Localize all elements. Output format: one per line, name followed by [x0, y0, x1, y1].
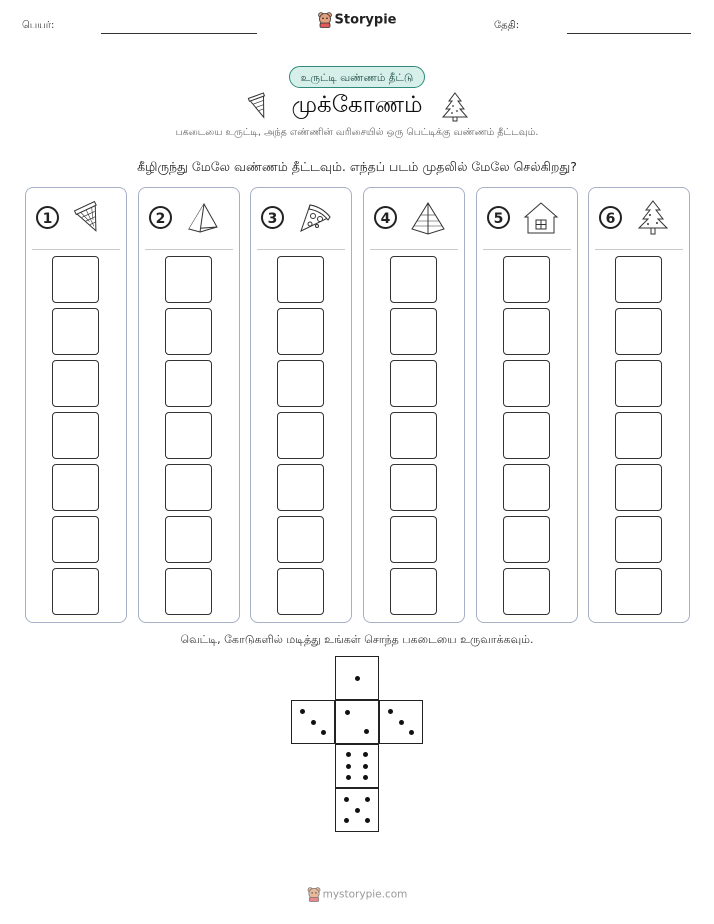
color-box[interactable] — [52, 256, 99, 303]
color-box[interactable] — [503, 256, 550, 303]
pine-tree-icon — [441, 91, 469, 123]
color-box[interactable] — [165, 360, 212, 407]
pine-tree-icon — [634, 199, 672, 237]
color-box[interactable] — [52, 464, 99, 511]
pip — [355, 808, 360, 813]
divider — [257, 249, 345, 250]
color-box[interactable] — [503, 464, 550, 511]
color-box[interactable] — [165, 464, 212, 511]
column-number: 6 — [599, 206, 622, 229]
color-box[interactable] — [390, 516, 437, 563]
name-label: பெயர்: — [22, 20, 55, 31]
dice-face-6 — [335, 744, 379, 788]
column-number: 5 — [487, 206, 510, 229]
divider — [483, 249, 571, 250]
color-box[interactable] — [52, 308, 99, 355]
color-box[interactable] — [390, 256, 437, 303]
color-box[interactable] — [503, 308, 550, 355]
color-box[interactable] — [615, 256, 662, 303]
page-title: முக்கோணம் — [291, 92, 423, 118]
name-field[interactable] — [101, 33, 257, 34]
pip — [345, 710, 350, 715]
dice-face-3 — [379, 700, 423, 744]
pip — [363, 764, 368, 769]
color-box[interactable] — [615, 360, 662, 407]
date-field[interactable] — [567, 33, 691, 34]
column-number: 2 — [149, 206, 172, 229]
divider — [595, 249, 683, 250]
color-box[interactable] — [277, 516, 324, 563]
pip — [346, 775, 351, 780]
footer-url: mystorypie.com — [322, 888, 408, 901]
pip — [346, 752, 351, 757]
pyramid-icon — [409, 199, 447, 237]
color-box[interactable] — [277, 308, 324, 355]
pip — [365, 818, 370, 823]
color-box[interactable] — [165, 256, 212, 303]
color-box[interactable] — [52, 516, 99, 563]
color-box[interactable] — [277, 360, 324, 407]
color-box[interactable] — [390, 568, 437, 615]
color-box[interactable] — [52, 360, 99, 407]
pip — [311, 720, 316, 725]
color-box[interactable] — [165, 568, 212, 615]
pip — [363, 775, 368, 780]
pizza-slice-icon — [296, 199, 334, 237]
brand-name: Storypie — [334, 12, 397, 28]
date-label: தேதி: — [494, 20, 520, 31]
color-box[interactable] — [390, 464, 437, 511]
color-box[interactable] — [277, 256, 324, 303]
color-box[interactable] — [390, 412, 437, 459]
bear-icon — [318, 12, 332, 28]
pip — [355, 676, 360, 681]
color-box[interactable] — [503, 412, 550, 459]
pip — [409, 730, 414, 735]
brand-logo — [0, 12, 714, 28]
pip — [344, 818, 349, 823]
pip — [321, 730, 326, 735]
column-3 — [250, 187, 352, 623]
pip — [363, 752, 368, 757]
pip — [365, 797, 370, 802]
instructions: பகடையை உருட்டி, அந்த எண்ணின் வரிசையில் ஒரு பெட்டிக்கு வண்ணம் தீட்டவும். — [175, 127, 539, 138]
column-number: 1 — [36, 206, 59, 229]
dice-face-2 — [335, 700, 379, 744]
color-box[interactable] — [503, 516, 550, 563]
color-box[interactable] — [615, 308, 662, 355]
dice-face-1 — [335, 656, 379, 700]
color-box[interactable] — [165, 308, 212, 355]
color-box[interactable] — [277, 464, 324, 511]
column-4 — [363, 187, 465, 623]
color-box[interactable] — [390, 308, 437, 355]
dice-face-3 — [291, 700, 335, 744]
cut-instruction: வெட்டி, கோடுகளில் மடித்து உங்கள் சொந்த பகடையை உருவாக்கவும். — [180, 633, 534, 646]
color-box[interactable] — [615, 412, 662, 459]
color-box[interactable] — [615, 464, 662, 511]
color-box[interactable] — [52, 412, 99, 459]
column-number: 4 — [374, 206, 397, 229]
color-box[interactable] — [52, 568, 99, 615]
footer — [0, 887, 714, 902]
folded-napkin-icon — [184, 199, 222, 237]
activity-badge: உருட்டி வண்ணம் தீட்டு — [289, 66, 425, 88]
color-box[interactable] — [615, 516, 662, 563]
divider — [32, 249, 120, 250]
column-5 — [476, 187, 578, 623]
color-box[interactable] — [277, 412, 324, 459]
color-box[interactable] — [165, 412, 212, 459]
pip — [344, 797, 349, 802]
color-box[interactable] — [277, 568, 324, 615]
pip — [388, 709, 393, 714]
divider — [145, 249, 233, 250]
color-box[interactable] — [615, 568, 662, 615]
column-number: 3 — [261, 206, 284, 229]
bear-icon — [307, 887, 321, 902]
color-box[interactable] — [503, 360, 550, 407]
color-box[interactable] — [165, 516, 212, 563]
pip — [364, 729, 369, 734]
column-2 — [138, 187, 240, 623]
divider — [370, 249, 458, 250]
pennant-icon — [71, 199, 109, 237]
pip — [300, 709, 305, 714]
column-6 — [588, 187, 690, 623]
dice-face-5 — [335, 788, 379, 832]
color-box[interactable] — [390, 360, 437, 407]
house-icon — [522, 199, 560, 237]
color-box[interactable] — [503, 568, 550, 615]
pip — [399, 720, 404, 725]
column-1 — [25, 187, 127, 623]
question: கீழிருந்து மேலே வண்ணம் தீட்டவும். எந்தப் படம் முதலில் மேலே செல்கிறது? — [137, 159, 577, 174]
pip — [346, 764, 351, 769]
